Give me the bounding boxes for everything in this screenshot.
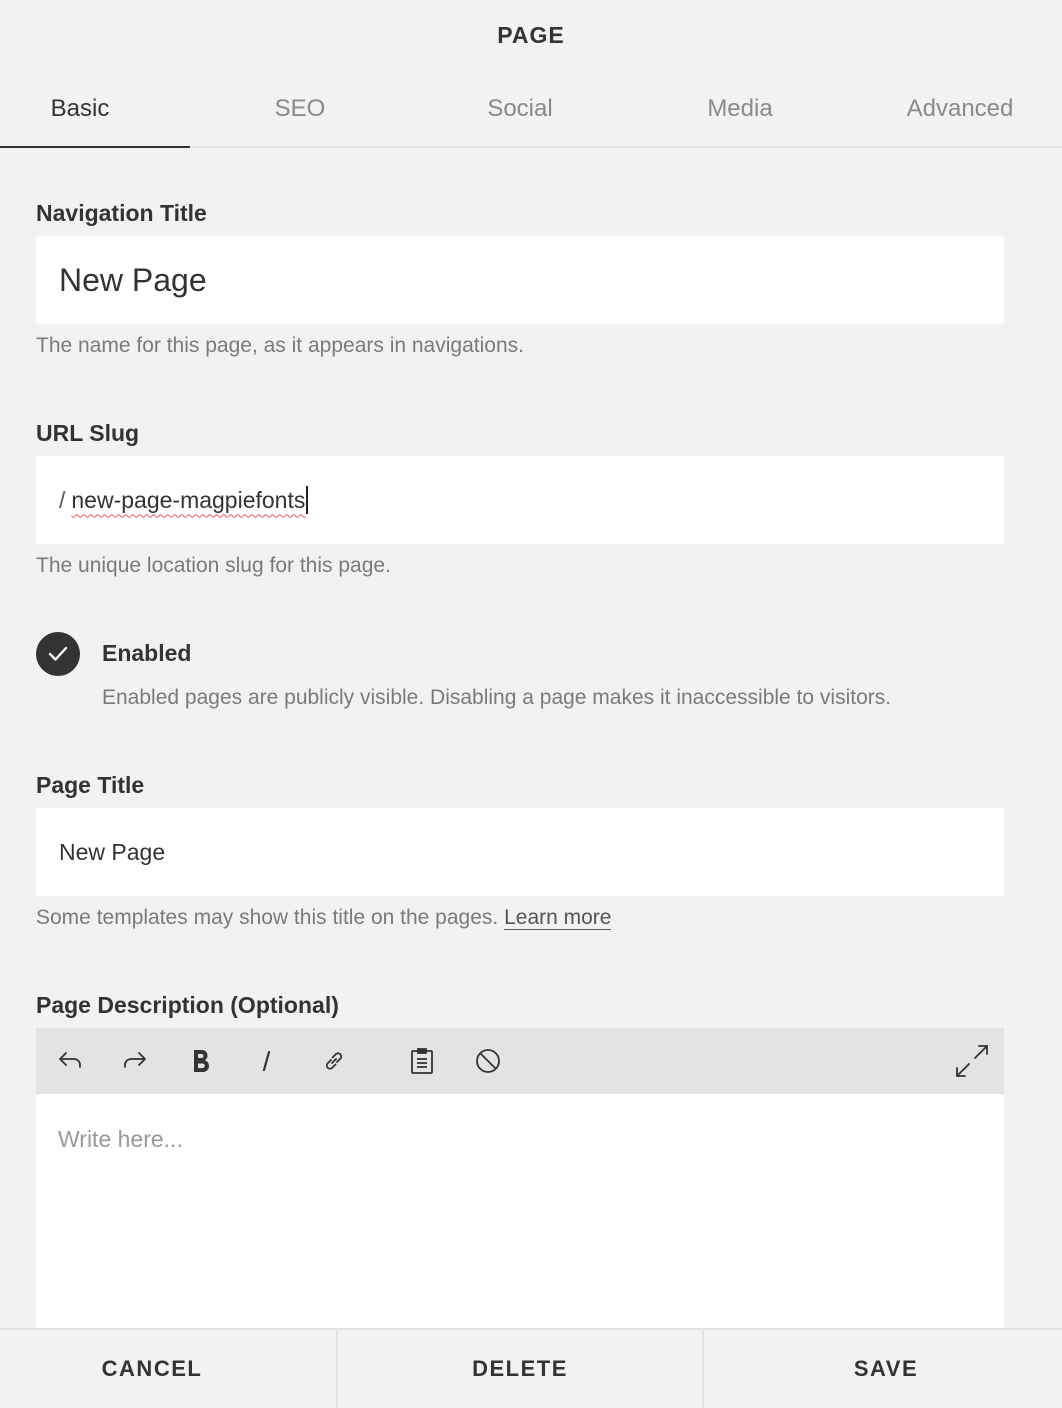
enabled-label: Enabled: [102, 640, 192, 666]
navigation-title-label: Navigation Title: [36, 200, 207, 226]
url-slug-prefix: /: [59, 486, 66, 513]
page-description-label: Page Description (Optional): [36, 992, 339, 1018]
expand-icon[interactable]: [953, 1042, 991, 1080]
tab-social[interactable]: Social: [487, 95, 553, 122]
tab-bar: [0, 70, 1062, 148]
learn-more-link[interactable]: Learn more: [504, 906, 612, 929]
page-title-input[interactable]: [36, 808, 1004, 896]
url-slug-help: The unique location slug for this page.: [36, 554, 391, 577]
checkmark-icon: [48, 646, 68, 662]
link-icon[interactable]: [315, 1042, 353, 1080]
navigation-title-help: The name for this page, as it appears in navigations.: [36, 334, 524, 357]
tab-seo[interactable]: SEO: [274, 95, 326, 122]
italic-icon[interactable]: [248, 1042, 286, 1080]
cancel-button[interactable]: CANCEL: [101, 1356, 203, 1381]
description-editor[interactable]: [36, 1094, 1004, 1330]
editor-toolbar: [36, 1028, 1004, 1094]
delete-button[interactable]: DELETE: [472, 1356, 568, 1381]
save-button[interactable]: SAVE: [853, 1356, 919, 1381]
undo-icon[interactable]: [51, 1042, 89, 1080]
redo-icon[interactable]: [116, 1042, 154, 1080]
enabled-checkbox[interactable]: [36, 632, 80, 676]
enabled-help: Enabled pages are publicly visible. Disabling a page makes it inaccessible to visitors.: [102, 686, 892, 709]
tab-advanced[interactable]: Advanced: [906, 95, 1014, 122]
clear-format-icon[interactable]: [469, 1042, 507, 1080]
navigation-title-value: New Page: [59, 261, 207, 298]
panel-title: PAGE: [497, 21, 565, 48]
url-slug-value: new-page-magpiefonts: [71, 486, 306, 513]
editor-placeholder: Write here...: [58, 1126, 183, 1152]
page-title-value: New Page: [59, 838, 166, 865]
navigation-title-input[interactable]: [36, 236, 1004, 324]
text-cursor: [306, 486, 308, 514]
clipboard-icon[interactable]: [403, 1042, 441, 1080]
url-slug-input[interactable]: [36, 456, 1004, 544]
tab-media[interactable]: Media: [707, 95, 773, 122]
page-title-help: [36, 906, 611, 930]
page-title-label: Page Title: [36, 772, 145, 798]
url-slug-label: URL Slug: [36, 420, 140, 446]
tab-basic[interactable]: Basic: [50, 95, 110, 122]
footer-bar: [0, 1328, 1062, 1408]
active-tab-indicator: [0, 146, 190, 148]
bold-icon[interactable]: [182, 1042, 220, 1080]
page-title-help-text: Some templates may show this title on the pages.: [36, 906, 499, 929]
